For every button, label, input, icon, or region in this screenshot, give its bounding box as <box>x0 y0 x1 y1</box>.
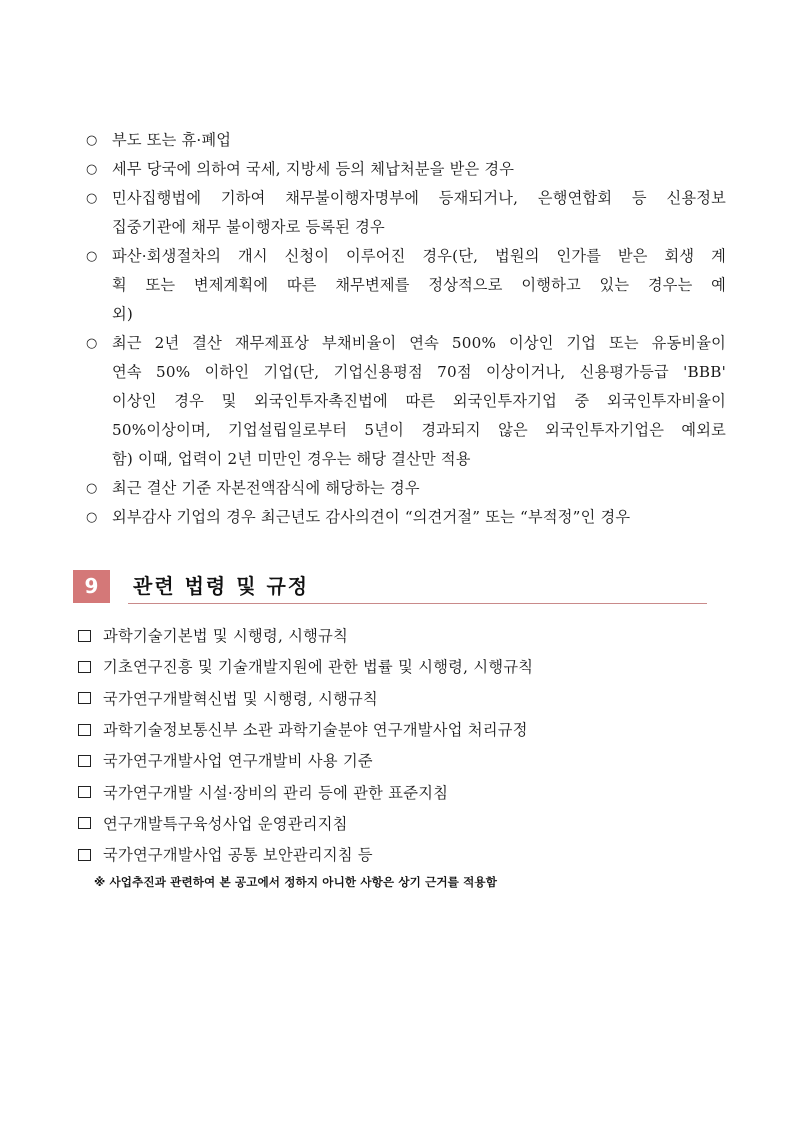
regulation-item <box>78 745 718 776</box>
list-item-text <box>112 329 726 474</box>
list-item-line: 세무 당국에 의하여 국세, 지방세 등의 체납처분을 받은 경우 <box>112 160 515 178</box>
list-item-text <box>112 155 726 184</box>
list-item <box>86 474 726 503</box>
list-item-line: 50%이상이며, 기업설립일로부터 5년이 경과되지 않은 외국인투자기업은 예외로 <box>112 421 726 439</box>
list-item-line: 최근 2년 결산 재무제표상 부채비율이 연속 500% 이상인 기업 또는 유동비율이 <box>112 334 726 352</box>
circle-bullet-icon: ○ <box>86 481 98 496</box>
regulation-item <box>78 620 718 651</box>
checkbox-square-icon <box>78 849 91 861</box>
list-item-text <box>112 126 726 155</box>
regulation-label: 국가연구개발혁신법 및 시행령, 시행규칙 <box>103 689 379 708</box>
regulation-list <box>78 620 718 870</box>
checkbox-square-icon <box>78 755 91 767</box>
regulation-item <box>78 839 718 870</box>
list-item-line: 부도 또는 휴·폐업 <box>112 131 232 149</box>
list-item-text <box>112 474 726 503</box>
list-item-line: 획 또는 변제계획에 따른 채무변제를 정상적으로 이행하고 있는 경우는 예 <box>112 276 726 294</box>
list-item <box>86 503 726 532</box>
list-item-line: 이상인 경우 및 외국인투자촉진법에 따른 외국인투자기업 중 외국인투자비율이 <box>112 392 726 410</box>
regulation-item <box>78 651 718 682</box>
list-item-text <box>112 184 726 242</box>
regulation-label: 과학기술정보통신부 소관 과학기술분야 연구개발사업 처리규정 <box>103 721 528 740</box>
checkbox-square-icon <box>78 724 91 736</box>
regulation-item <box>78 776 718 807</box>
list-item-line: 민사집행법에 기하여 채무불이행자명부에 등재되거나, 은행연합회 등 신용정보 <box>112 189 726 207</box>
regulation-item <box>78 714 718 745</box>
regulation-label: 연구개발특구육성사업 운영관리지침 <box>103 814 348 833</box>
list-item-text <box>112 503 726 532</box>
circle-bullet-icon: ○ <box>86 336 98 351</box>
regulation-label: 기초연구진흥 및 기술개발지원에 관한 법률 및 시행령, 시행규칙 <box>103 658 534 677</box>
checkbox-square-icon <box>78 630 91 642</box>
list-item <box>86 155 726 184</box>
section-number-badge: 9 <box>73 570 110 603</box>
regulation-item <box>78 683 718 714</box>
list-item <box>86 329 726 474</box>
section-header <box>73 570 707 604</box>
section-divider <box>128 603 707 604</box>
circle-bullet-icon: ○ <box>86 133 98 148</box>
list-item-line: 연속 50% 이하인 기업(단, 기업신용평점 70점 이상이거나, 신용평가등급 'BBB' <box>112 363 726 381</box>
list-item-line: 외) <box>112 305 133 323</box>
checkbox-square-icon <box>78 692 91 704</box>
footnote: ※ 사업추진과 관련하여 본 공고에서 정하지 아니한 사항은 상기 근거를 적용함 <box>94 875 498 889</box>
checkbox-square-icon <box>78 786 91 798</box>
list-item-line: 집중기관에 채무 불이행자로 등록된 경우 <box>112 218 385 236</box>
section-title: 관련 법령 및 규정 <box>133 574 310 598</box>
regulation-label: 국가연구개발사업 연구개발비 사용 기준 <box>103 752 373 771</box>
regulation-label: 국가연구개발사업 공통 보안관리지침 등 <box>103 846 373 865</box>
list-item-line: 최근 결산 기준 자본전액잠식에 해당하는 경우 <box>112 479 420 497</box>
regulation-item <box>78 808 718 839</box>
list-item-text <box>112 242 726 329</box>
list-item-line: 함) 이때, 업력이 2년 미만인 경우는 해당 결산만 적용 <box>112 450 471 468</box>
circle-bullet-icon: ○ <box>86 191 98 206</box>
checkbox-square-icon <box>78 817 91 829</box>
circle-bullet-icon: ○ <box>86 249 98 264</box>
list-item-line: 외부감사 기업의 경우 최근년도 감사의견이 “의견거절” 또는 “부적정”인 경우 <box>112 508 631 526</box>
list-item <box>86 184 726 242</box>
circle-bullet-icon: ○ <box>86 510 98 525</box>
regulation-label: 과학기술기본법 및 시행령, 시행규칙 <box>103 627 349 646</box>
circle-bullet-icon: ○ <box>86 162 98 177</box>
checkbox-square-icon <box>78 661 91 673</box>
list-item <box>86 242 726 329</box>
ineligibility-list <box>86 126 726 532</box>
list-item <box>86 126 726 155</box>
regulation-label: 국가연구개발 시설·장비의 관리 등에 관한 표준지침 <box>103 783 449 802</box>
list-item-line: 파산·회생절차의 개시 신청이 이루어진 경우(단, 법원의 인가를 받은 회생 계 <box>112 247 726 265</box>
